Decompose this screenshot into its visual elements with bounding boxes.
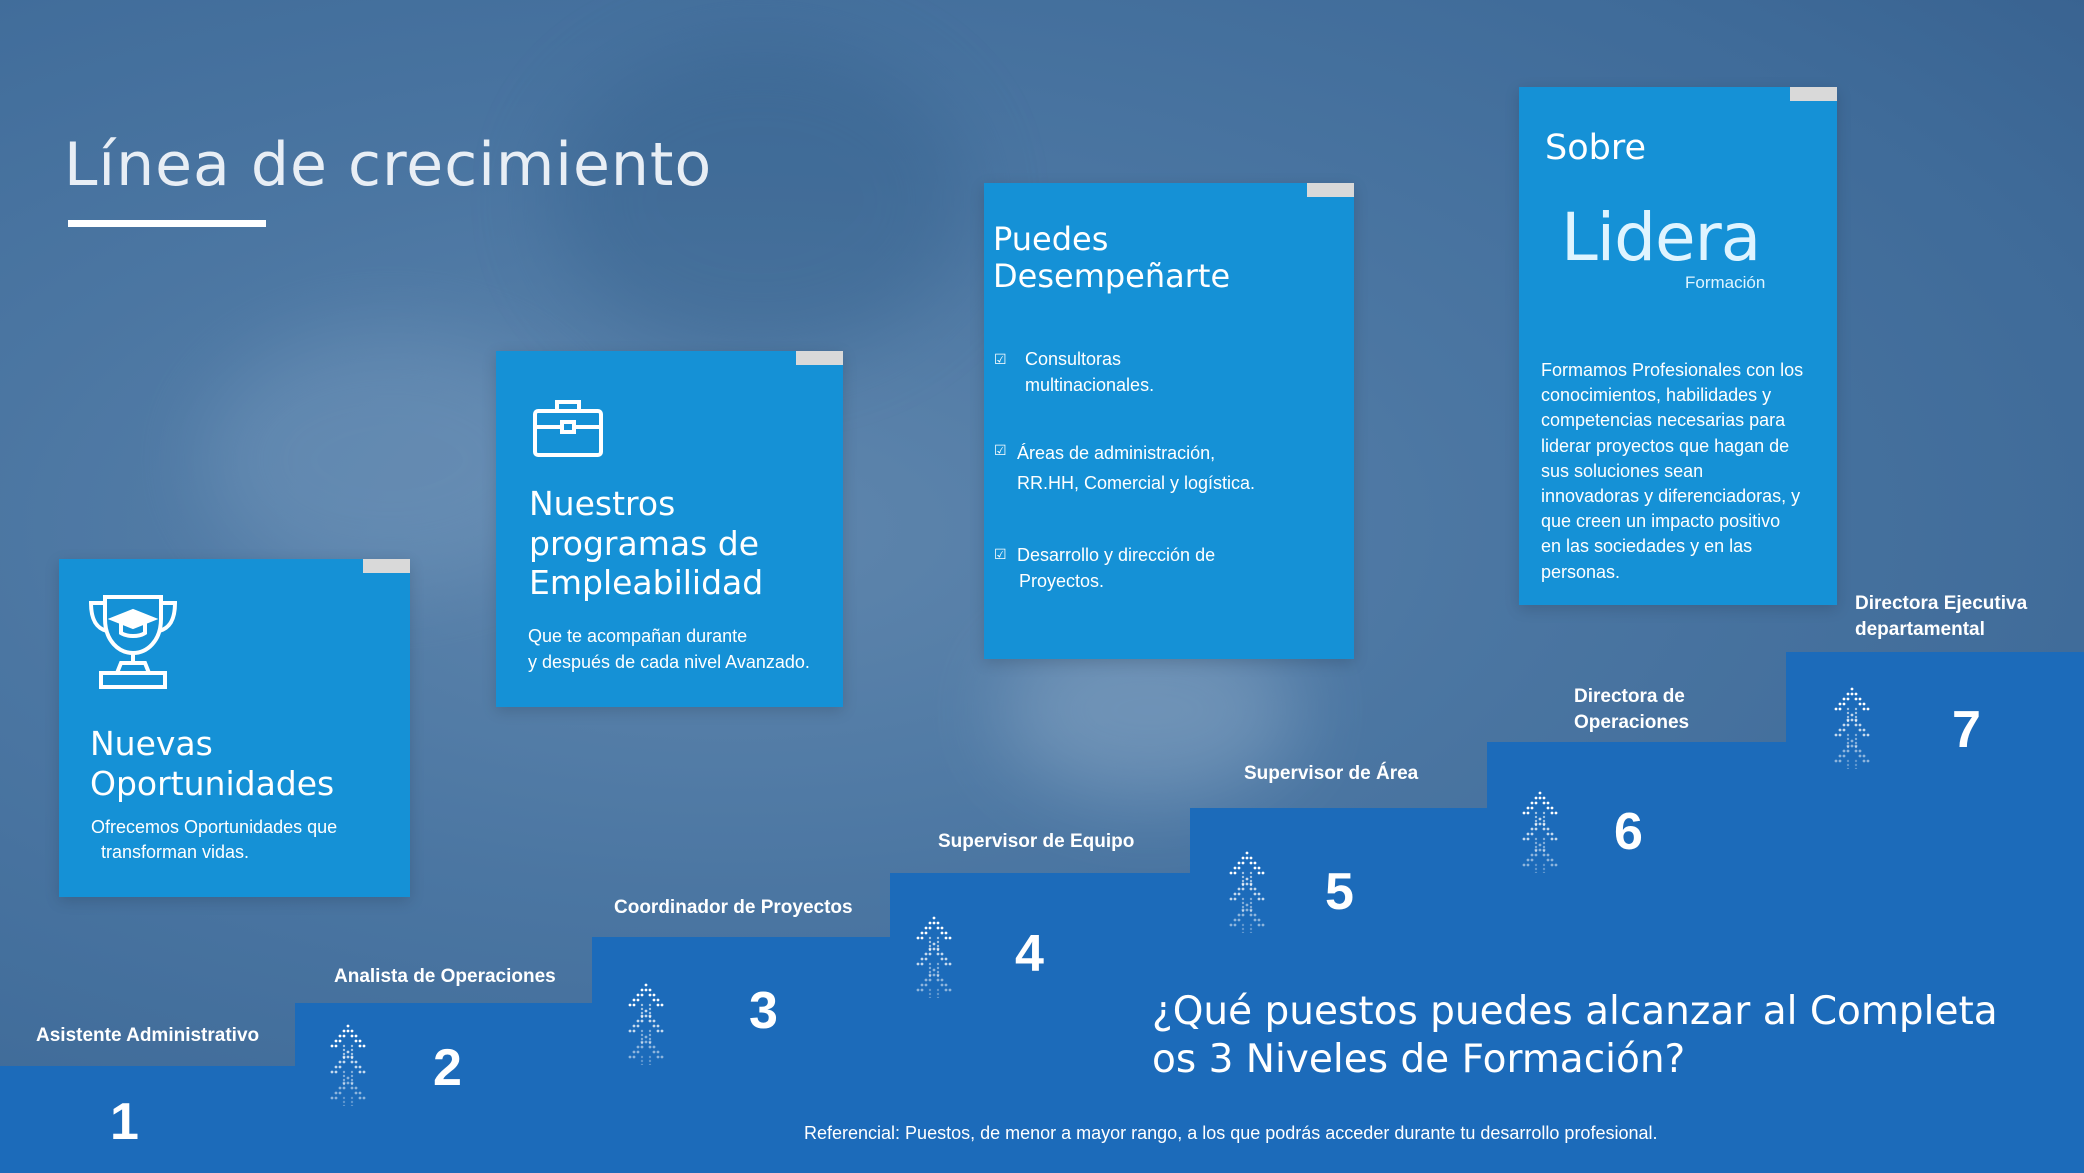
card-oportunidades	[59, 559, 410, 897]
card-text-line: en las sociedades y en las	[1541, 536, 1753, 557]
logo-subtitle: Formación	[1685, 273, 1766, 292]
card-text-line: conocimientos, habilidades y	[1541, 385, 1772, 406]
list-item-line: Desarrollo y dirección de	[1017, 545, 1216, 565]
list-item-line: Áreas de administración,	[1017, 443, 1216, 463]
card-heading-line: Desempeñarte	[993, 256, 1231, 295]
position-label	[1574, 684, 1689, 735]
card-heading	[993, 221, 1230, 295]
step-7	[1786, 652, 2084, 1173]
position-label-line: Directora de	[1574, 686, 1685, 707]
position-label-line: Directora Ejecutiva	[1855, 593, 2028, 614]
step-number: 2	[433, 1039, 462, 1097]
dotted-arrow-up-icon	[330, 1024, 366, 1111]
step-number: 6	[1614, 803, 1643, 861]
card-tab	[796, 351, 843, 365]
position-label-line: Operaciones	[1574, 711, 1690, 733]
card-text-line: competencias necesarias para	[1541, 410, 1786, 431]
card-text-line: innovadoras y diferenciadoras, y	[1541, 485, 1801, 506]
title-underline	[68, 220, 266, 227]
card-heading	[90, 724, 334, 803]
briefcase-icon	[532, 395, 604, 459]
background-photo-shape	[550, 40, 970, 360]
checkbox-icon: ☑	[994, 351, 1007, 367]
page-title: Línea de crecimiento	[64, 130, 713, 200]
card-sobre	[1519, 87, 1837, 605]
card-text	[1541, 358, 1803, 585]
dotted-arrow-up-icon	[916, 916, 952, 1003]
lidera-logo	[1561, 199, 1791, 292]
trophy-icon	[85, 589, 181, 693]
checkbox-icon: ☑	[994, 546, 1007, 562]
card-text-line: transforman vidas.	[101, 842, 250, 863]
position-label-line: departamental	[1855, 618, 1985, 640]
card-text-line: sus soluciones sean	[1541, 460, 1704, 481]
card-tab	[1790, 87, 1837, 101]
dotted-arrow-up-icon	[1522, 791, 1558, 878]
position-label: Supervisor de Área	[1244, 763, 1419, 784]
card-programas	[496, 351, 843, 707]
step-number: 3	[749, 982, 778, 1040]
question-line: os 3 Niveles de Formación?	[1152, 1037, 1686, 1083]
card-text-line: Formamos Profesionales con los	[1541, 360, 1804, 380]
card-text	[91, 815, 337, 865]
card-heading	[529, 484, 763, 603]
position-label: Supervisor de Equipo	[938, 831, 1135, 852]
list-item-line: multinacionales.	[1025, 375, 1155, 396]
position-label	[1855, 591, 2027, 642]
card-heading-line: Nuestros	[529, 484, 676, 523]
reference-note: Referencial: Puestos, de menor a mayor rango, a los que podrás acceder durante tu desarrollo profesional.	[804, 1123, 1658, 1143]
list-item-line: RR.HH, Comercial y logística.	[1017, 472, 1256, 493]
card-heading-line: Empleabilidad	[529, 563, 764, 603]
logo-text: Lidera	[1561, 199, 1761, 276]
dotted-arrow-up-icon	[1229, 851, 1265, 938]
card-tab	[363, 559, 410, 573]
step-number: 1	[110, 1093, 139, 1151]
card-text-line: y después de cada nivel Avanzado.	[528, 652, 810, 673]
list-item	[1025, 346, 1154, 398]
card-text-line: personas.	[1541, 561, 1621, 582]
dotted-arrow-up-icon	[628, 983, 664, 1070]
list-item-line: Proyectos.	[1019, 571, 1105, 592]
card-tab	[1307, 183, 1354, 197]
card-text	[528, 623, 810, 675]
question-line: ¿Qué puestos puedes alcanzar al Completa	[1152, 989, 1998, 1034]
card-desempenarte	[984, 183, 1354, 659]
card-heading-line: Puedes	[993, 220, 1109, 258]
card-text-line: liderar proyectos que hagan de	[1541, 435, 1790, 456]
card-text-line: Ofrecemos Oportunidades que	[91, 817, 338, 837]
card-heading-line: programas de	[529, 523, 760, 563]
step-number: 5	[1325, 863, 1354, 921]
list-item	[1017, 439, 1255, 498]
card-heading-line: Oportunidades	[90, 763, 335, 803]
step-number: 4	[1015, 925, 1044, 983]
card-heading: Sobre	[1545, 128, 1647, 168]
position-label: Analista de Operaciones	[334, 966, 556, 987]
list-item-line: Consultoras	[1025, 349, 1122, 369]
step-number: 7	[1952, 701, 1981, 759]
question-heading	[1152, 988, 1998, 1085]
card-text-line: que creen un impacto positivo	[1541, 511, 1781, 532]
list-item	[1017, 542, 1215, 594]
card-text-line: Que te acompañan durante	[528, 626, 748, 646]
position-label: Coordinador de Proyectos	[614, 897, 853, 918]
checkbox-icon: ☑	[994, 442, 1007, 458]
dotted-arrow-up-icon	[1834, 687, 1870, 774]
position-label: Asistente Administrativo	[36, 1025, 260, 1046]
card-heading-line: Nuevas	[90, 724, 213, 763]
